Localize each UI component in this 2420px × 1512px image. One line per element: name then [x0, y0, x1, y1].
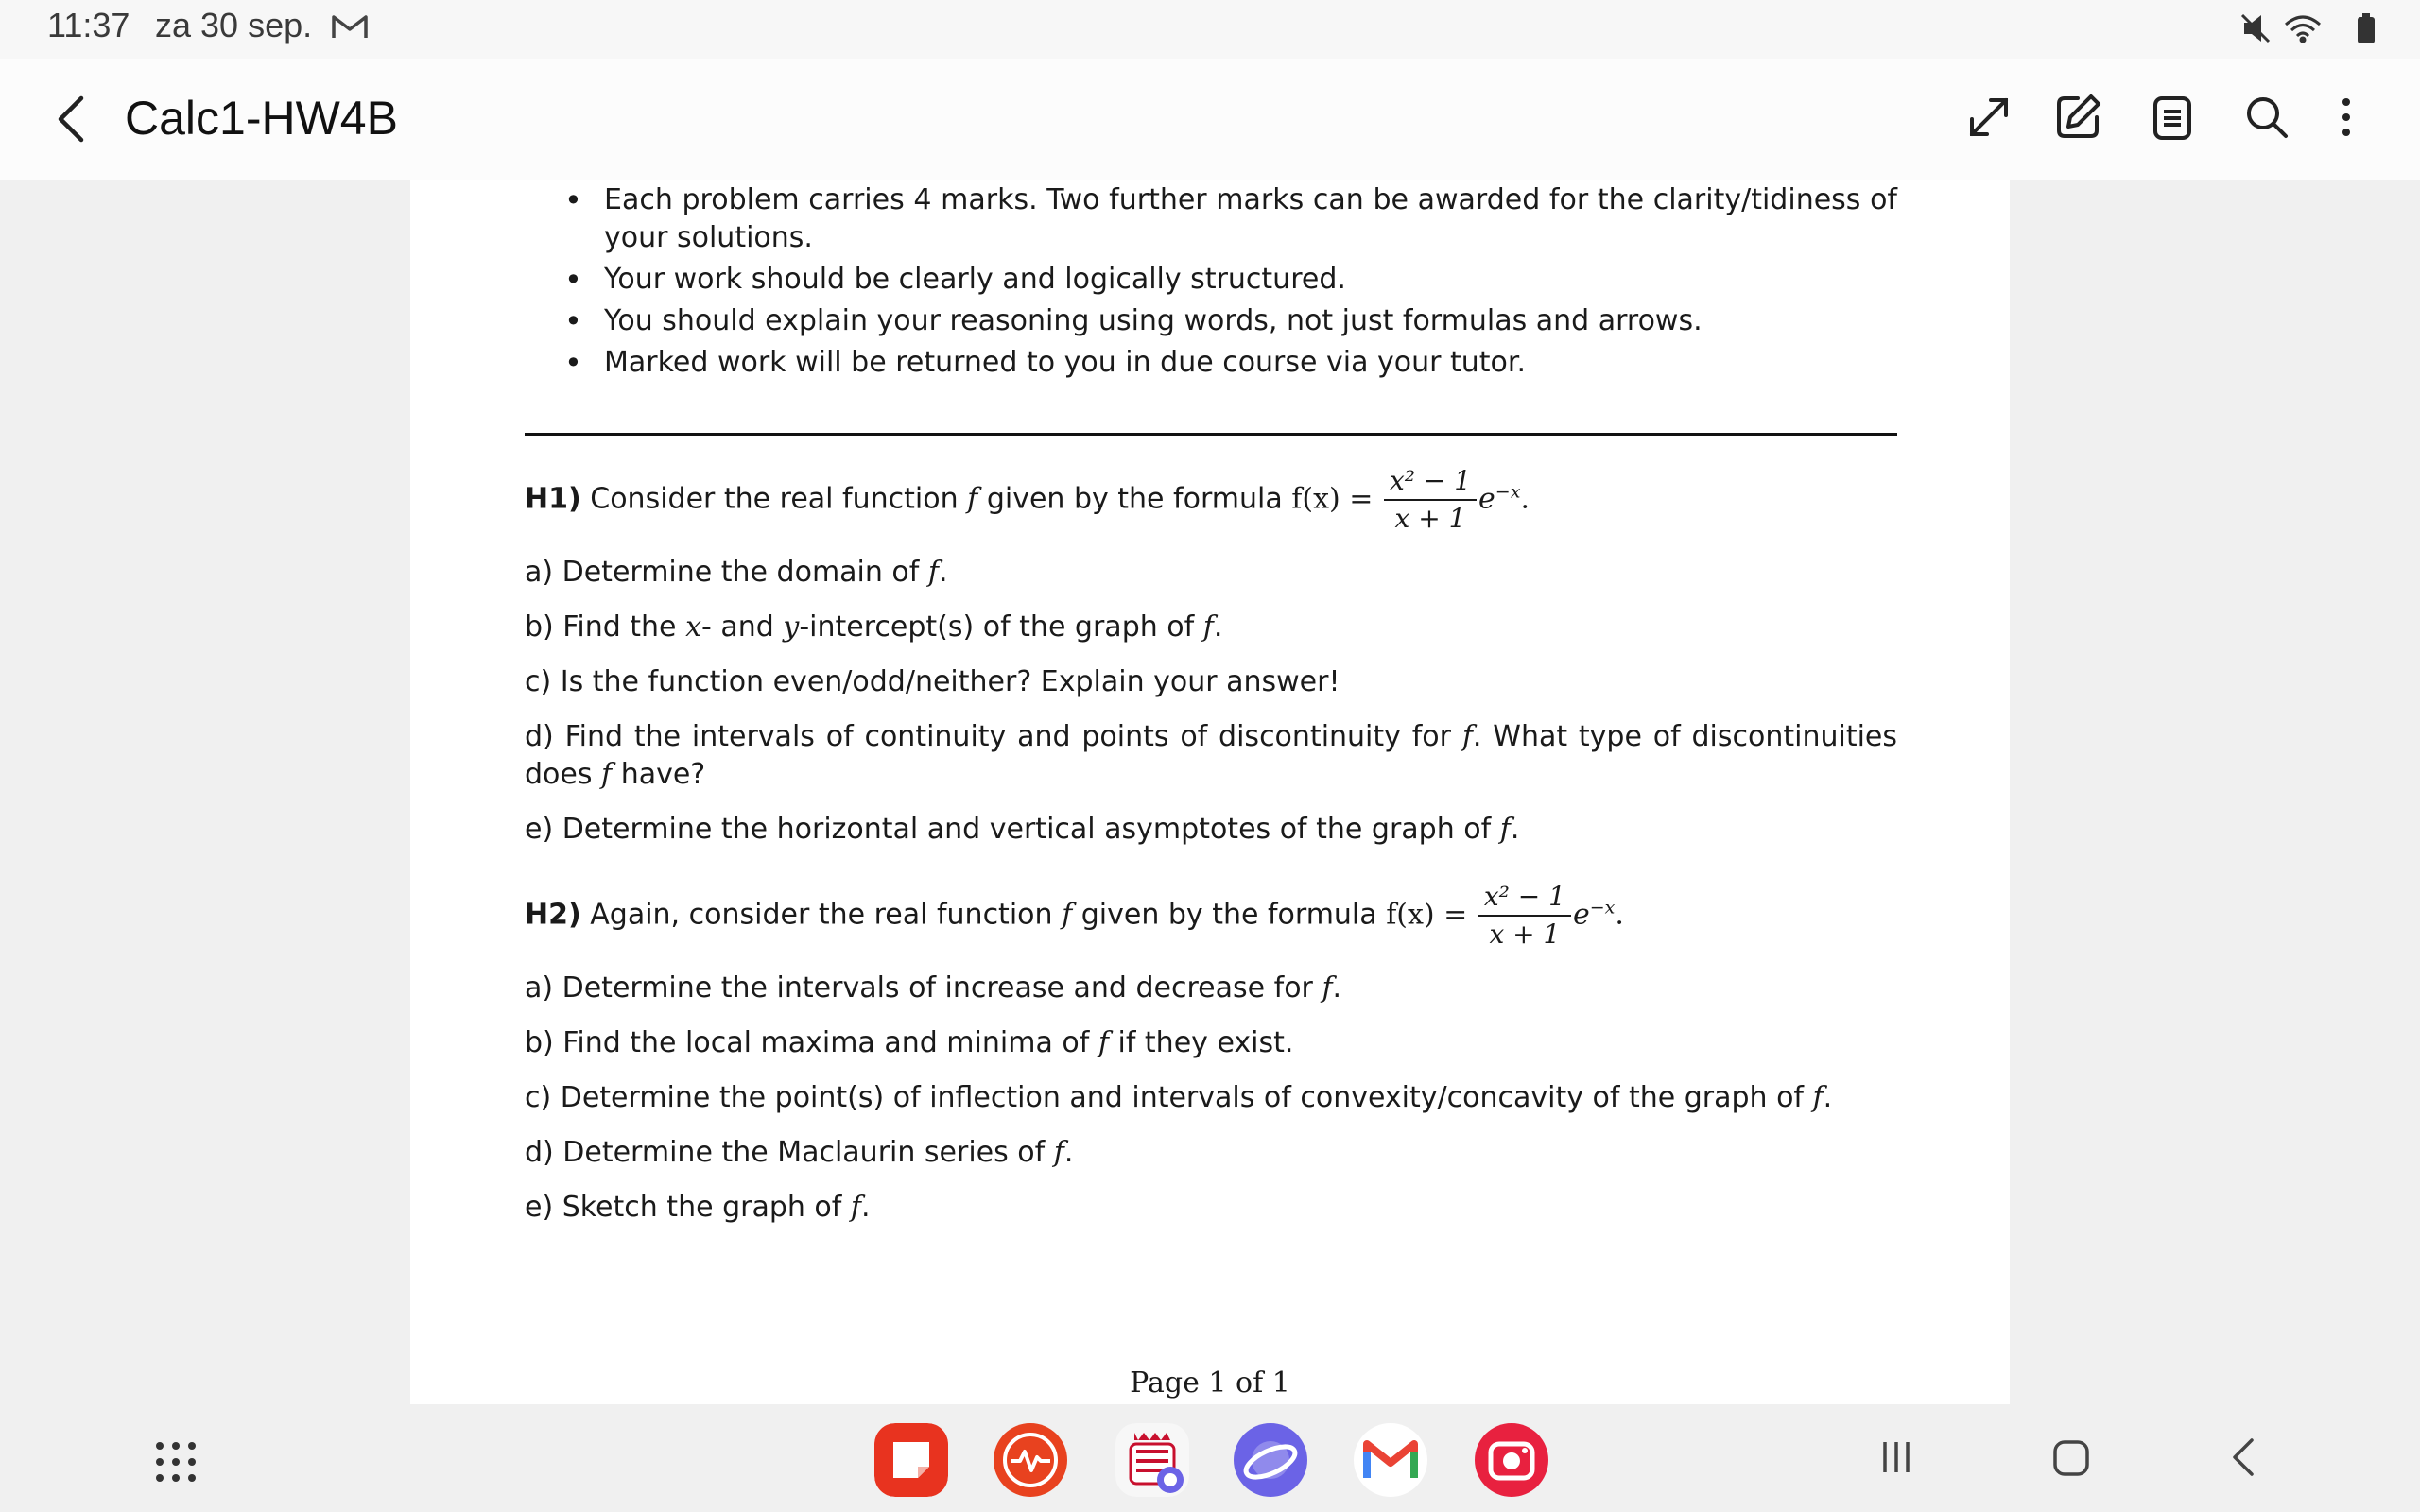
mute-icon [2242, 15, 2269, 42]
h1-item-b: b) Find the x- and y-intercept(s) of the graph of f. [525, 610, 1223, 644]
rule-item: • Marked work will be returned to you in due course via your tutor. [525, 344, 1897, 382]
fraction: $\frac{\text{x² − 1}}{x + 1}$ [1384, 463, 1477, 537]
fraction: $\frac{\text{x² − 1}}{x + 1}$ [1478, 879, 1571, 953]
problem-h2-statement: H2) Again, consider the real function f given by the formula f(x) = $\frac{\text{x² − 1}}{x + 1}$ $e^{-x}$. [525, 879, 1897, 953]
navigation-bar [0, 1404, 2420, 1512]
gmail-notification-icon [331, 11, 369, 42]
h1-item-e: e) Determine the horizontal and vertical asymptotes of the graph of f. [525, 813, 1520, 846]
status-time: 11:37 [47, 6, 130, 44]
status-icons [2240, 9, 2382, 47]
document-page[interactable] [410, 180, 2010, 1404]
h2-item-a: a) Determine the intervals of increase and decrease for f. [525, 971, 1342, 1005]
wifi-icon [2286, 17, 2320, 42]
h1-item-a: a) Determine the domain of f. [525, 556, 948, 589]
h2-item-c: c) Determine the point(s) of inflection and intervals of convexity/concavity of the graph of f. [525, 1081, 1833, 1114]
problem-h1 [525, 463, 1897, 537]
h2-item-d: d) Determine the Maclaurin series of f. [525, 1136, 1074, 1169]
rules-list [525, 180, 1897, 386]
nav-back-icon[interactable] [2223, 1435, 2261, 1480]
health-app-icon[interactable] [994, 1423, 1067, 1497]
rule-item: • Your work should be clearly and logically structured. [525, 261, 1897, 299]
more-options-icon[interactable] [2318, 89, 2375, 146]
search-icon[interactable] [2238, 89, 2295, 146]
h1-item-d: d) Find the intervals of continuity and points of discontinuity for f. What type of discontinuities does f have? [525, 720, 1897, 791]
function-lhs: f(x) = [1386, 898, 1468, 932]
university-app-icon[interactable] [1115, 1423, 1189, 1497]
camera-app-icon[interactable] [1475, 1423, 1548, 1497]
battery-icon [2358, 13, 2375, 43]
function-lhs: f(x) = [1291, 482, 1374, 516]
app-header [0, 59, 2420, 180]
problem-h2 [525, 879, 1897, 953]
h2-item-b: b) Find the local maxima and minima of f if they exist. [525, 1026, 1294, 1059]
h2-item-e: e) Sketch the graph of f. [525, 1191, 871, 1224]
problem-label: H2) [525, 898, 581, 932]
internet-app-icon[interactable] [1234, 1423, 1307, 1497]
home-icon[interactable] [2051, 1438, 2091, 1478]
back-icon[interactable] [49, 89, 93, 149]
status-date: za 30 sep. [155, 6, 313, 44]
page-footer: Page 1 of 1 [1130, 1366, 1290, 1400]
recents-icon[interactable] [1877, 1438, 1915, 1476]
status-bar [0, 0, 2420, 59]
document-title: Calc1-HW4B [125, 92, 398, 145]
problem-label: H1) [525, 482, 581, 516]
h1-item-c: c) Is the function even/odd/neither? Explain your answer! [525, 665, 1340, 698]
divider [525, 433, 1897, 436]
rule-item: • You should explain your reasoning using words, not just formulas and arrows. [525, 302, 1897, 340]
notes-app-icon[interactable] [874, 1423, 948, 1497]
problem-h1-statement: H1) Consider the real function f given by the formula f(x) = $\frac{\text{x² − 1}}{x + 1}$ $e^{-x}$. [525, 463, 1897, 537]
gmail-app-icon[interactable] [1354, 1423, 1427, 1497]
reading-mode-icon[interactable] [2144, 89, 2201, 146]
expand-icon[interactable] [1961, 89, 2017, 146]
rule-item: • Each problem carries 4 marks. Two further marks can be awarded for the clarity/tidiness of your solutions. [525, 181, 1897, 257]
edit-icon[interactable] [2049, 89, 2106, 146]
apps-grid-icon[interactable] [154, 1440, 198, 1484]
